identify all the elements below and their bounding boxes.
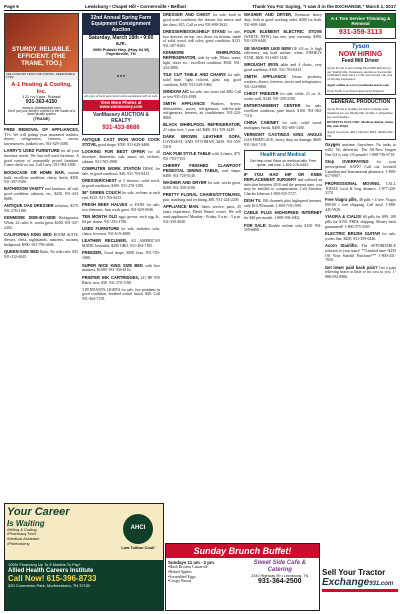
classified-heading: BLACK WHIRLPOOL REFRIGERATOR, xyxy=(163,122,241,128)
classified-heading: LEATHER RECLINER, xyxy=(82,238,128,244)
classified-text: table and 4 chairs, very good condition, $100. 931-703-8415. xyxy=(244,63,322,73)
classified-heading: IF YOU HAD HIP OR KNEE REPLACEMENT SURGERY xyxy=(244,171,322,182)
classified-ad xyxy=(244,199,322,209)
classified-ad xyxy=(244,63,322,73)
sell-tractor-ad[interactable] xyxy=(322,568,398,611)
classified-ad xyxy=(244,13,322,27)
classified-heading: Acorn Stairlifts. xyxy=(325,243,358,249)
tree-service-phone: 931-359-3113 xyxy=(326,28,395,38)
classified-heading: CABLE PLUS HIGHSPEED INTERNET xyxy=(244,210,322,216)
general-text: Tyson Foods is looking for hard-working team members for our Shelbyville facility. Competitive pay and benefits. xyxy=(327,106,393,119)
classified-heading: SMITH APPLIANCE xyxy=(163,100,206,106)
classified-text: GE 4.8 cu. ft. high efficiency, top load washer, white, ENERGY STAR, $400. 931-685-1430. xyxy=(244,46,322,61)
classified-ad xyxy=(325,266,396,280)
classified-ad xyxy=(163,102,241,121)
classified-ad xyxy=(82,191,160,201)
column-4-classifieds-lower xyxy=(244,173,322,233)
tyson-logo: Tyson xyxy=(351,44,370,51)
column-4 xyxy=(244,13,322,236)
classified-ad xyxy=(4,171,79,185)
career-title: Your Career xyxy=(7,506,70,518)
cafe-phone: 931-364-2500 xyxy=(257,578,302,586)
column-5 xyxy=(325,13,396,282)
heating-address: 121 Ivy Lane, Pulaski xyxy=(22,94,61,100)
classified-heading: FREEZER, xyxy=(82,250,103,256)
tyson-ad[interactable] xyxy=(325,42,396,95)
classified-text: (WHITE, NEW), has one, year warranty, $300. 931-359-6440. xyxy=(244,34,322,44)
classified-text: Sales, service, parts, 25 years experience, David Beard, owner. We sell used appliances! Monday - Friday, 9 a.m. - 5 p.m. 931-359-4040. xyxy=(163,205,241,224)
classified-ad xyxy=(163,73,241,87)
general-title: GENERAL PRODUCTION xyxy=(330,99,391,106)
classified-heading: SUPER NICE KING SIZE BED xyxy=(82,262,143,268)
classified-text: for your prescriptions! SAVE! Call our licensed Canadian and International pharmacy. 1-800-617-0907. xyxy=(325,160,396,179)
classified-text: of 5 drawers, solid wood, in good condition, $100. 931-270-1180. xyxy=(82,178,160,188)
column-2-classifieds xyxy=(82,138,160,302)
classified-heading: ANTIQUE OAK DRESSER xyxy=(4,203,54,209)
classified-heading: WASHER AND DRYER, xyxy=(244,12,293,17)
classified-heading: WROUGHT IRON xyxy=(244,62,279,68)
column-3 xyxy=(163,13,241,227)
classified-heading: BATHROOM VANITY xyxy=(4,186,44,192)
classified-ad xyxy=(244,173,322,197)
classified-heading: QUEEN-SIZE BED xyxy=(4,248,39,254)
classified-heading: LOOKING FOR BEST OFFER xyxy=(82,148,145,154)
classified-ad xyxy=(163,51,241,70)
classified-text: pair, matching and reclining, $85. 931-224-2209. xyxy=(163,198,240,203)
auction-equipment-photo: ■ ■ ■ xyxy=(83,58,159,94)
auction-note: All types of farm and construction equipment will be sold. xyxy=(84,93,158,98)
classified-text: ROOM SUITE. dresser, chest, nightstands, mattress, curtains, bedspread, $900. 931-796-4404. xyxy=(4,233,79,247)
heating-fine-print: SEE COMFORT FROM THE STRONG, DEPENDABLE TYPE. xyxy=(5,72,78,80)
classified-heading: TEN MONTH OLD xyxy=(82,214,118,220)
classified-heading: Stop OVERPAYING xyxy=(325,159,369,165)
classified-heading: WASHER AND DRYER xyxy=(163,180,207,186)
column-4-classifieds xyxy=(244,13,322,147)
classified-ad xyxy=(82,138,160,148)
classified-heading: TILE CUT TABLE AND CHAIRS xyxy=(163,71,226,77)
classified-text: GAS FIREPLACE, heavy duty, no damage, $600. 931-364-7118. xyxy=(244,138,322,147)
classified-heading: WINDOW A/C xyxy=(163,88,190,94)
classified-ad xyxy=(163,152,241,162)
classified-heading: DISH TV. xyxy=(244,198,262,204)
classified-heading: FOUR ELEMENT ELECTRIC STOVE xyxy=(244,28,322,34)
list-item: • Medical Assistant xyxy=(7,537,115,542)
classified-text: LOVESEAT, AND OTTOMAN, $250. 931-359-5418. xyxy=(163,140,241,149)
classified-ad xyxy=(82,227,160,237)
classified-heading: Oxygen xyxy=(325,142,341,148)
general-benefits: BENEFITS INCLUDE: Medical, dental, vision, life, and 401(k) xyxy=(327,120,394,129)
classified-heading: CALIFORNIA KING BED xyxy=(4,232,52,238)
classified-ad xyxy=(163,181,241,191)
classified-heading: APPLIANCE MAN: xyxy=(163,204,200,210)
classified-heading: CHEST FREEZER xyxy=(244,91,279,97)
classified-heading: DRESSER AND CHEST xyxy=(163,12,211,17)
health-medical-ad[interactable] xyxy=(244,150,322,170)
cafe-name: Sweet Side Cafe & Catering xyxy=(253,560,306,574)
classified-heading: KENMORE WHIRLPOOL REFRIGERATOR, xyxy=(163,50,241,61)
classified-text: with 4 chairs, $75. 931-703-7155. xyxy=(163,152,241,162)
classified-ad xyxy=(325,198,396,212)
tyson-text: Tyson Foods is now hiring Feed Mill Drivers for our Shelbyville, Tennessee operation. Successful candidates must have a CDL and at least one year of driving experience. xyxy=(327,65,393,82)
classified-text: 48 pills + 4 free. Viagra $99.00 + free shipping. Call now! 1-888-445-5928. xyxy=(325,198,396,213)
brunch-title: Sunday Brunch Buffet! xyxy=(166,544,319,558)
classified-ad xyxy=(163,164,241,179)
classified-ad xyxy=(163,30,241,49)
classified-text: Kenmore heavy duty, both in good working order, $200 for both. 931-698-1460. xyxy=(244,13,322,27)
auction-web-link[interactable]: View More Photos at www.vanmassey.com xyxy=(83,100,159,112)
classified-ad xyxy=(244,92,322,102)
classified-heading: PRINTER INK CARTRIDGES, xyxy=(82,274,140,280)
classified-text: for sale, solid wood, mahogany finish, $400. 931-685-1430. xyxy=(244,121,322,130)
career-subtitle: Is Waiting xyxy=(7,518,45,528)
sell-line2: Exchange xyxy=(322,577,370,589)
auction-title: 32nd Annual Spring Farm Equipment Consignment Auction xyxy=(83,14,159,35)
classified-text: for sale, works fine, $200. 931-359-6440. xyxy=(325,232,396,241)
heating-tagline: Don't put your family's comfort in the hands of a lower quality system xyxy=(7,108,76,117)
heating-company: A-1 Heating & Cooling, Inc. xyxy=(11,82,72,95)
classified-ad xyxy=(325,232,396,242)
classified-text: CALL TODAY, local & long distance. 1-877-430-3170. xyxy=(325,181,396,196)
heating-phone: 931-363-4150 xyxy=(25,98,58,105)
career-school: Allied Health Careers Institute xyxy=(8,567,94,574)
classified-text: good shape, $700. 931-629-4486. xyxy=(97,142,151,147)
classified-text: for sale, includes: sofa, chairs, loveseat. 931-619-4088. xyxy=(82,227,160,237)
classified-text: Ozone products, washers, dryers, freezers, stoves and refrigerators. 931-224-8800. xyxy=(244,75,322,90)
classified-text: (2) HP 950 Black, new, $30. 931-270-1180. xyxy=(82,275,160,285)
auction-place: 2050 Pulaski Hwy. (Hwy 64 W) Fayetteville, TN xyxy=(92,46,150,57)
classified-ad xyxy=(325,244,396,263)
classified-text: The AFFORDABLE solution to your stairs! **Limited time -$250 Off Your Stairlift Purchase!** 1-800-431-7650. xyxy=(325,244,397,263)
ahci-logo: AHCI xyxy=(123,514,153,544)
health-text: Get help now! Save on medical bills. Free quote, call now. 1-800-276-0452. xyxy=(249,158,317,167)
tyson-apply: Apply online at www.tysonfoodscareers.com xyxy=(327,82,390,87)
column-1 xyxy=(4,13,79,262)
classified-heading: VIAGRA & CIALIS! xyxy=(325,214,362,220)
classified-ad xyxy=(82,215,160,225)
page-header xyxy=(4,2,396,11)
classified-ad xyxy=(82,150,160,164)
classified-ad xyxy=(163,90,241,100)
career-ad[interactable] xyxy=(4,503,164,611)
career-tuition-note: Low Tuition Cost! xyxy=(121,544,155,550)
general-production-ad[interactable] xyxy=(325,98,396,140)
classified-ad xyxy=(325,160,396,179)
sunday-brunch-ad[interactable] xyxy=(165,543,320,611)
auction-phone: 931-433-8686 xyxy=(102,124,140,131)
classified-text: Rails, No side rails, $35. 931-212-4045. xyxy=(4,249,79,259)
classified-ad xyxy=(244,75,322,89)
classified-heading: USED FURNITURE xyxy=(82,226,120,232)
classified-heading: CHINA CABINET xyxy=(244,120,279,126)
classified-ad xyxy=(82,251,160,261)
classified-ad xyxy=(4,149,79,168)
tyson-title: NOW HIRING xyxy=(338,51,383,59)
classified-ad xyxy=(82,239,160,249)
list-item: • Pharmacy Tech xyxy=(7,532,115,537)
classified-heading: DRESSER/CHEST xyxy=(82,177,117,183)
career-financing: 100% Financing Up To 9 Months To Pay* xyxy=(8,562,81,567)
classified-ad xyxy=(244,121,322,131)
heating-ad[interactable] xyxy=(4,13,79,125)
list-item: • Hash Browns Casserole xyxy=(168,565,243,570)
classified-ad xyxy=(82,264,160,274)
classified-heading: GE WASHER LIKE NEW xyxy=(244,45,291,51)
career-address: 220 Commerce Park, Murfreesboro, TN 37130 xyxy=(8,582,91,588)
classified-heading: ELECTRIC BRUSH GUITAR xyxy=(325,231,381,237)
classified-text: or FANS for sale, two elements, fans work great. 931-629-0046. xyxy=(82,203,161,212)
classified-heading: ENTERTAINMENT CENTER xyxy=(244,103,301,109)
classified-text: 190 channels plus highspeed internet, only $14.95/month. 1-800-718-1599. xyxy=(244,199,322,209)
general-apply: Apply in person: 409 Colloredo Blvd. Shelbyville, TN xyxy=(327,129,394,138)
heating-ad-image: STURDY. RELIABLE. EFFICIENT. (THE TRANE, TOO.) xyxy=(5,14,78,72)
classified-ad xyxy=(325,143,396,157)
classified-ad xyxy=(163,193,241,203)
classified-text: 60 pills for $99. 100 pills for $150. FREE shipping. Money back guaranteed! 1-800-375-3305. xyxy=(325,215,396,229)
classified-ad xyxy=(82,179,160,189)
classified-text: for sale, solid base, light colored, glass top, good condition, $200. 931-629-1060. xyxy=(163,72,241,87)
classified-text: side by side, White, water, light, doors etc., excellent condition, $350. 931-434-2890. xyxy=(163,56,241,70)
classified-ad xyxy=(4,128,79,147)
column-1-classifieds xyxy=(4,128,79,260)
page-number: Page 6 xyxy=(4,3,19,9)
classified-ad xyxy=(82,203,160,213)
classified-text: for sale, works great, $200. 931-359-2180. xyxy=(163,181,242,191)
classified-ad xyxy=(163,205,241,224)
tyson-eoe: Tyson Foods is an Equal Opportunity Employer xyxy=(327,88,385,93)
health-title: Health and Medical xyxy=(260,151,306,158)
column-2 xyxy=(82,13,160,304)
classified-ad xyxy=(244,211,322,221)
tree-service-title: A-1 Tree Service Trimming & Removal xyxy=(330,16,391,27)
classified-ad xyxy=(244,47,322,61)
brunch-menu xyxy=(168,565,243,583)
tyson-subtitle: Feed Mill Driver xyxy=(341,58,380,65)
classified-heading: OAK PUB STYLE TABLE xyxy=(163,151,211,157)
classified-heading: Free Viagra pills, xyxy=(325,197,358,203)
column-3-classifieds xyxy=(163,13,241,224)
classified-ad xyxy=(4,216,79,230)
auction-firm: VanMassey AUCTION & REALTY xyxy=(93,112,149,125)
classified-ad xyxy=(82,276,160,286)
classified-heading: VERMONT CASTINGS KING ANGUS xyxy=(244,132,322,138)
classified-ad xyxy=(163,123,241,133)
classified-text: 21 cubic feet, 1 year old, $600. 931-359-2249. xyxy=(163,128,236,133)
classified-heading: COMPUTER WORK STATION xyxy=(82,165,141,171)
classified-heading: PROFESSIONAL MOVING, xyxy=(325,180,381,186)
classified-text: for $40 per month. 1-800-358-4002. xyxy=(244,216,301,221)
classified-heading: SMITH APPLIANCE xyxy=(244,74,287,80)
list-item: • Baked Apples xyxy=(168,570,243,575)
classified-text: for sale, both in good used condition, the dresser has mirror and the chest, $15. Call or text 931-698-5633. xyxy=(163,13,241,27)
classified-heading: FREE REMOVAL OF APPLIANCES, xyxy=(4,126,79,132)
classified-heading: DRESSER/BOOKSHELF STAND xyxy=(163,28,226,34)
classified-heading: FRESH BEEF HALVES xyxy=(82,202,128,208)
list-item: • Billing & Coding xyxy=(7,528,115,533)
classified-heading: DARK BROWN LEATHER SOFA, xyxy=(163,134,241,140)
trane-logo: (TRANE) xyxy=(33,116,50,122)
classified-ad xyxy=(244,133,322,147)
page-date: Thank You For Saying, "I saw it in the EXCHANGE," March 1, 2017 xyxy=(252,3,396,9)
classified-text: for sale, excellent condition, pine finish, $100. 931-364-7118. xyxy=(244,104,322,118)
cafe-address: 2340 Highway 99 • Lewisburg, TN xyxy=(251,574,309,579)
classified-ad xyxy=(325,182,396,196)
classified-ad xyxy=(244,30,322,44)
classified-heading: Get lower paid back pain? xyxy=(325,264,378,270)
classified-ad xyxy=(4,250,79,260)
classified-ad xyxy=(163,13,241,27)
classified-ad xyxy=(325,215,396,229)
column-5-classifieds xyxy=(325,143,396,279)
classified-heading: 36" GREEN COUCH xyxy=(82,189,121,195)
sell-red-bar xyxy=(322,589,398,592)
sell-line1: Sell Your Tractor xyxy=(322,568,386,577)
classified-text: custom built, excellent condition, cherry finish, $350. 931-307-5500. xyxy=(4,170,79,185)
classified-ad xyxy=(244,104,322,118)
classified-text: for all your furniture needs. We buy/sell used furniture. A good variety of reasonably priced furniture. Come check us out. Call Larry, 931-982-1800. xyxy=(4,149,79,168)
pendants-ad: 3 PENDANTS LIGHTS for sale, two pendants in good condition, brushed nickel finish, $40. Call 931-364-7118. xyxy=(82,287,160,302)
classified-ad xyxy=(82,167,160,177)
classified-ad xyxy=(163,135,241,149)
tree-service-ad[interactable] xyxy=(325,13,396,39)
classified-text: eggs grown, each egg 4c, $4 per dozen. 931-293-2786. xyxy=(82,215,160,225)
classified-text: Washers, dryers, dishwashers, stoves, refrigerators, side-by-side refrigerators, freezers, air conditioners. 931-224-8800. xyxy=(163,101,241,121)
classified-text: oval shape, $400. 931-729-5140. xyxy=(163,169,241,179)
page-body xyxy=(4,13,396,611)
list-item: • Phlebotomy xyxy=(7,542,115,547)
classified-text: with box mattress, $1000. 931-356-6116. xyxy=(82,263,160,273)
auction-date: Saturday, March 18th • 9:00 a.m. xyxy=(88,35,154,47)
classified-text: for sale, reclines at each end, $125. 931-703-8415. xyxy=(82,190,161,200)
classified-text: w/mirror, $275. 931-276-3180. xyxy=(4,204,79,214)
classified-heading: CHERRY FINISHED CLAWFOOT PEDESTAL DINING TABLE, xyxy=(163,163,241,174)
classified-text: for sale, white, 21 cu. ft., works well, $140. 931-359-2180. xyxy=(244,92,322,102)
classified-text: All AMERICAN MADE, beautiful, $200 OBO. 931-364-7185. xyxy=(82,239,161,249)
classified-text: for sale, two drawers on top, two doors on bottom, made of solid wood, oak color, good condition, $125. 931-307-8265. xyxy=(163,29,242,49)
classified-text: for all furniture, dinnerette, oak, music set, recliner, cabinet. 931-703-2980. xyxy=(82,149,160,164)
classified-heading: KENMORE SIDE-BY-SIDE xyxy=(4,215,56,221)
classified-text: and furniture, all oak, good condition, cabinets, etc., $250. 931-433-8686. xyxy=(4,187,79,201)
classified-text: Refrigerator, White, 22 cubic ft, works great, $200. 931-347-2492. xyxy=(4,216,79,230)
classified-heading: PRETTY FLORAL CHAIRS/OTTOMANS, xyxy=(163,192,241,198)
classified-text: DESK for sale, in good condition, $30. 931-703-8415. xyxy=(82,166,160,176)
classified-heading: BOOKCASE OR HOME BAR, xyxy=(4,169,65,175)
sell-line3: 931.com xyxy=(369,581,394,588)
classified-text: TVs, We will pickup your unwanted washers, dryers, refrigerators, freezers, stoves, lawnmowers, junked cars. 931-629-4388. xyxy=(4,132,79,146)
classified-ad xyxy=(244,224,322,234)
classified-heading: ANTIQUE CAST IRON WOOD COOK STOVE, xyxy=(82,136,160,147)
classified-text: Get a pain relieving brace at little or no cost to you. 1-888-592-0906. xyxy=(325,265,396,280)
classified-text: for sale, two years old, $80. Call or text 931-433-3588. xyxy=(163,89,241,99)
classified-text: Good shape, $500 firm. 931-703-1680. xyxy=(82,251,160,261)
classified-heading: LARRY'S USED FURNITURE xyxy=(4,148,60,154)
career-phone: Call Now! 615-396-8733 xyxy=(8,574,97,584)
classified-text: and suffered an infection between 2010 and the present time, you may be entitled to compensation. Call Attorney Charles Johnson 1-800-535-5727. xyxy=(244,177,322,197)
classified-text: Double recliner sofa, $150. 931-359-6800. xyxy=(244,223,322,233)
classified-ad xyxy=(4,233,79,247)
heating-web: www.a-1heatandair.com xyxy=(22,105,61,110)
career-programs xyxy=(7,528,115,546)
classified-text: anytime. Anywhere. No tanks to refill. No deliveries. The All-New Inogen One G4 is only 2.8 pounds! 1-888-736-6718. xyxy=(325,143,396,158)
classified-heading: FOR SALE: xyxy=(244,222,267,228)
paper-towns: Lewisburg • Chapel Hill • Cornersville • Belfast xyxy=(84,3,187,9)
brunch-times: Sundays 11 am - 2 pm xyxy=(168,560,214,566)
auction-ad[interactable] xyxy=(82,13,160,135)
classified-ad xyxy=(4,187,79,201)
classified-ad xyxy=(4,204,79,214)
list-item: • Scrambled Eggs xyxy=(168,575,243,580)
list-item: • Crispy Bacon xyxy=(168,579,243,584)
